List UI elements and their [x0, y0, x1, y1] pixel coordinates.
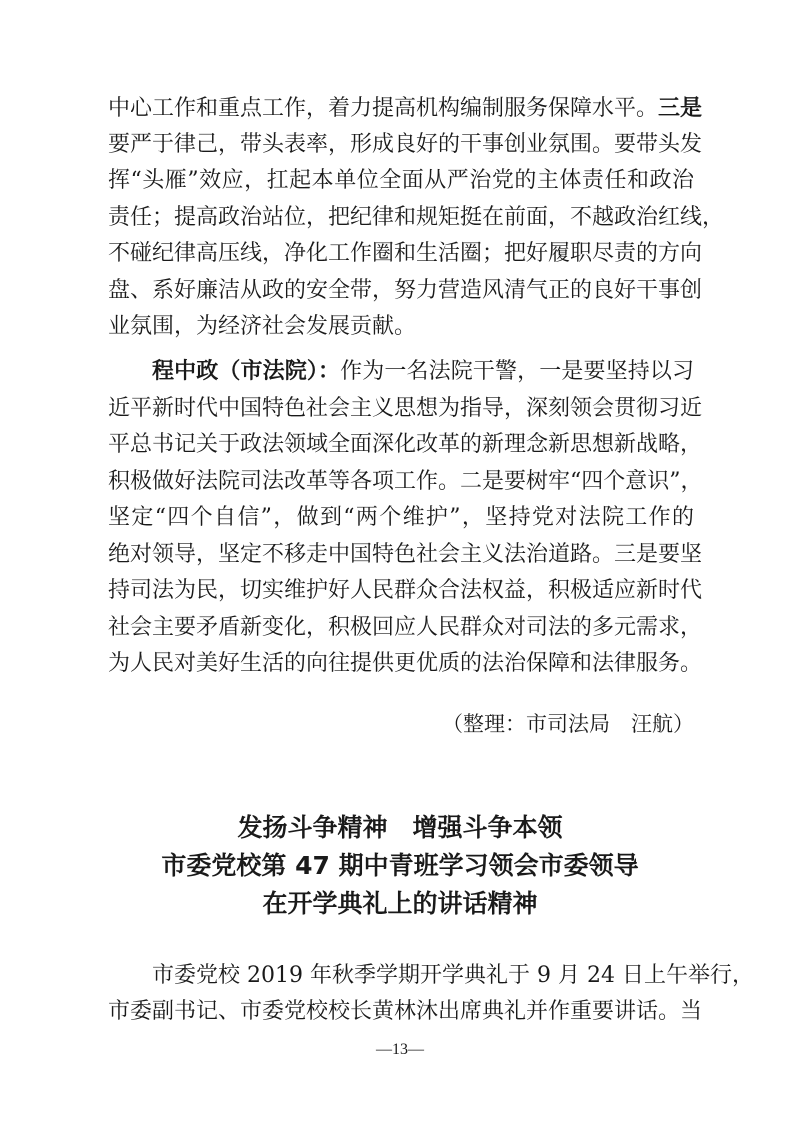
text-line: 积极做好法院司法改革等各项工作。二是要树牢“四个意识”，: [108, 469, 703, 494]
text-line: [108, 94, 703, 124]
text-line: 平总书记关于政法领域全面深化改革的新理念新思想新战略，: [108, 432, 703, 457]
text-line: 持司法为民，切实维护好人民群众合法权益，积极适应新时代: [108, 578, 703, 603]
text-line: 盘、系好廉洁从政的安全带，努力营造风清气正的良好干事创: [108, 278, 703, 303]
title-line: 发扬斗争精神 增强斗争本领: [237, 813, 563, 842]
text-line: 为人民对美好生活的向往提供更优质的法治保障和法律服务。: [108, 651, 703, 676]
bold-marker: 三是: [658, 96, 703, 121]
text-line: 坚定“四个自信”，做到“两个维护”，坚持党对法院工作的: [108, 505, 694, 530]
text-line: 绝对领导，坚定不移走中国特色社会主义法治道路。三是要坚: [108, 542, 703, 567]
editor-credit: （整理：市司法局 汪航）: [442, 712, 694, 736]
text-line: 社会主要矛盾新变化，积极回应人民群众对司法的多元需求，: [108, 615, 703, 640]
text-line: 不碰纪律高压线，净化工作圈和生活圈；把好履职尽责的方向: [108, 241, 703, 266]
text-line: 业氛围，为经济社会发展贡献。: [108, 314, 417, 339]
text-line: 责任；提高政治站位，把纪律和规矩挺在前面，不越政治红线，: [108, 205, 725, 230]
text-line: 挥“头雁”效应，扛起本单位全面从严治党的主体责任和政治: [108, 168, 694, 193]
speaker-name: 程中政（市法院）：: [152, 359, 341, 384]
text-line: 近平新时代中国特色社会主义思想为指导，深刻领会贯彻习近: [108, 396, 703, 421]
text-line: [152, 357, 694, 387]
text-segment: 作为一名法院干警，一是要坚持以习: [340, 359, 694, 384]
page-number: —13—: [376, 1041, 424, 1058]
text-line: 市委党校 2019 年秋季学期开学典礼于 9 月 24 日上午举行，: [152, 963, 754, 988]
title-line: 市委党校第 47 期中青班学习领会市委领导: [161, 851, 639, 880]
text-line: 要严于律己，带头表率，形成良好的干事创业氛围。要带头发: [108, 132, 703, 157]
title-line: 在开学典礼上的讲话精神: [262, 889, 538, 918]
text-segment: 中心工作和重点工作，着力提高机构编制服务保障水平。: [108, 96, 659, 121]
text-line: 市委副书记、市委党校校长黄林沐出席典礼并作重要讲话。当: [108, 999, 703, 1024]
